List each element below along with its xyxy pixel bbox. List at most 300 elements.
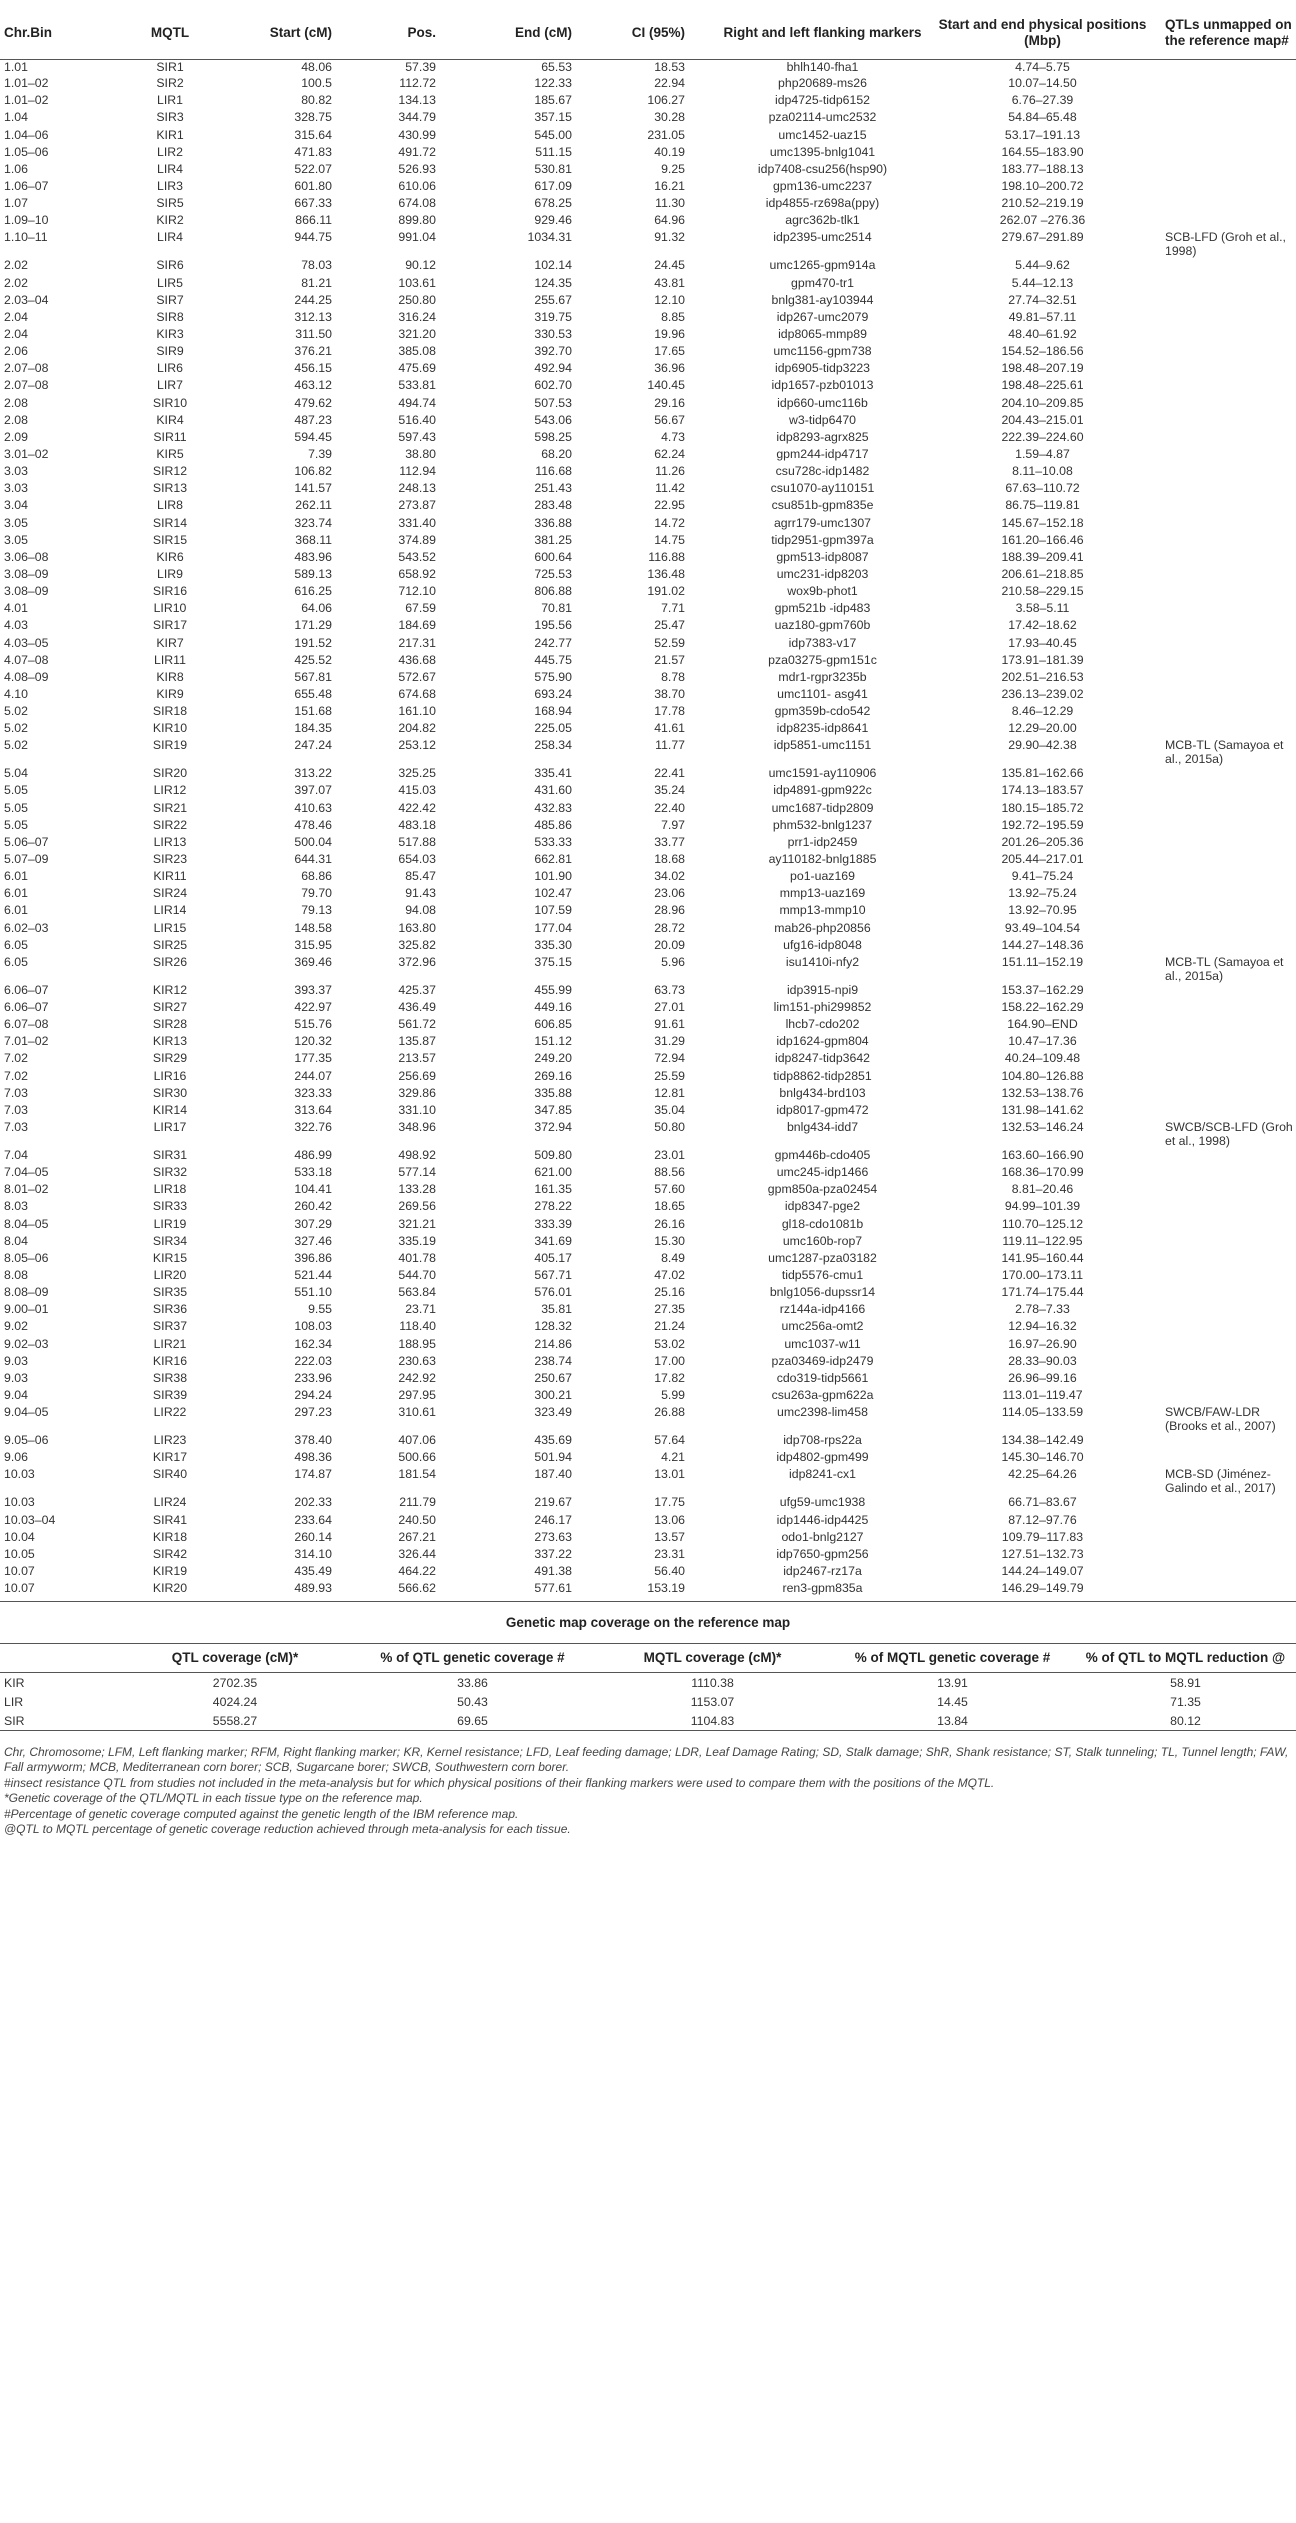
table-cell: 198.48–225.61 [1001, 378, 1084, 393]
table-cell: 246.17 [534, 1512, 572, 1527]
table-cell: 108.03 [294, 1319, 332, 1334]
table-cell: SIR35 [152, 1285, 188, 1300]
table-cell: 18.65 [654, 1199, 685, 1214]
table-cell: 24.45 [654, 258, 685, 273]
table-cell: 10.47–17.36 [1008, 1034, 1077, 1049]
table-cell: SIR22 [152, 817, 188, 832]
table-cell: SIR20 [152, 766, 188, 781]
table-row [0, 1319, 1296, 1336]
table-cell: 10.03 [4, 1495, 35, 1510]
table-row [0, 1120, 1296, 1148]
table-cell: 240.50 [398, 1512, 436, 1527]
table-cell: 644.31 [294, 852, 332, 867]
table-cell: idp4725-tidp6152 [774, 93, 871, 108]
table-cell: 575.90 [534, 669, 572, 684]
table-cell: SIR6 [156, 258, 184, 273]
table-row [0, 670, 1296, 687]
table-cell [1155, 533, 1296, 550]
table-cell: SIR14 [152, 515, 188, 530]
table-cell: SIR39 [152, 1387, 188, 1402]
table-cell: 184.69 [398, 618, 436, 633]
table-cell: 533.81 [398, 378, 436, 393]
table-cell: 471.83 [294, 144, 332, 159]
table-cell: 134.13 [398, 93, 436, 108]
table-cell: 7.39 [308, 446, 332, 461]
table-cell: 3.08–09 [4, 566, 49, 581]
table-cell: 267.21 [398, 1529, 436, 1544]
table-row [0, 145, 1296, 162]
table-cell: SIR29 [152, 1051, 188, 1066]
table-cell: 174.87 [294, 1467, 332, 1482]
table-cell: 9.02–03 [4, 1336, 49, 1351]
table-cell [1155, 196, 1296, 213]
table-cell: 6.05 [4, 954, 28, 969]
table-cell: 177.04 [534, 920, 572, 935]
table-cell: umc1101- asg41 [777, 686, 868, 701]
table-cell: pza03275-gpm151c [768, 652, 877, 667]
table-cell: 112.72 [399, 76, 436, 91]
table-cell: 436.68 [398, 652, 436, 667]
table-row [0, 801, 1296, 818]
table-cell: 153.19 [647, 1581, 685, 1596]
table-cell: 57.60 [654, 1182, 685, 1197]
footnote: *Genetic coverage of the QTL/MQTL in each tissue type on the reference map. [4, 1791, 423, 1806]
table-cell: 674.68 [398, 686, 436, 701]
table-cell: 3.05 [4, 515, 28, 530]
table-cell: 315.64 [294, 127, 332, 142]
coverage-body [0, 1673, 1296, 1731]
table-cell: 7.97 [661, 817, 685, 832]
table-cell: MCB-TL (Samayoa et al., 2015a) [1165, 954, 1284, 983]
table-cell: 78.03 [301, 258, 332, 273]
table-cell: SIR13 [152, 481, 188, 496]
table-cell [1155, 1148, 1296, 1165]
table-cell: 40.24–109.48 [1004, 1051, 1081, 1066]
table-cell: 425.37 [398, 982, 436, 997]
table-cell: 397.07 [294, 783, 332, 798]
table-cell [1155, 1000, 1296, 1017]
table-row [0, 1450, 1296, 1467]
table-cell: 205.44–217.01 [1001, 852, 1084, 867]
table-cell: 489.93 [294, 1581, 332, 1596]
table-cell [1155, 258, 1296, 275]
table-cell: 41.61 [654, 721, 685, 736]
table-cell [1155, 601, 1296, 618]
table-cell: 49.81–57.11 [1008, 309, 1077, 324]
table-cell: LIR12 [153, 783, 187, 798]
table-cell: 1.07 [4, 196, 28, 211]
table-cell: 1.04–06 [4, 127, 49, 142]
table-cell: LIR18 [153, 1182, 187, 1197]
table-cell: mdr1-rgpr3235b [778, 669, 867, 684]
table-row [0, 1405, 1296, 1433]
table-cell: LIR3 [157, 178, 183, 193]
table-cell: 517.88 [398, 834, 436, 849]
table-cell: SIR9 [156, 344, 184, 359]
table-cell: KIR3 [156, 326, 184, 341]
table-cell: 161.20–166.46 [1001, 532, 1084, 547]
table-cell: 35.24 [654, 783, 685, 798]
coverage-cell: LIR [4, 1694, 24, 1709]
table-cell: 991.04 [398, 230, 436, 245]
table-cell: 168.36–170.99 [1001, 1165, 1084, 1180]
table-cell: LIR16 [153, 1068, 187, 1083]
table-cell: 5.99 [661, 1387, 685, 1402]
table-cell: 42.25–64.26 [1008, 1467, 1077, 1482]
column-header: Pos. [407, 25, 436, 41]
table-cell: 712.10 [398, 584, 436, 599]
table-cell: 621.00 [534, 1165, 572, 1180]
table-cell: 191.52 [294, 635, 332, 650]
coverage-column-header: % of QTL to MQTL reduction @ [1085, 1650, 1286, 1665]
table-cell [1155, 213, 1296, 230]
table-cell: 5.96 [661, 954, 685, 969]
table-cell: 1.01–02 [4, 76, 49, 91]
table-cell [1155, 766, 1296, 783]
table-cell: 18.53 [654, 59, 685, 74]
table-row [0, 783, 1296, 800]
table-cell [1155, 430, 1296, 447]
table-row [0, 1251, 1296, 1268]
table-cell: 5.05 [4, 783, 28, 798]
table-cell: 7.02 [4, 1068, 28, 1083]
table-row [0, 1285, 1296, 1302]
table-cell [1155, 1069, 1296, 1086]
table-cell: SIR3 [156, 110, 184, 125]
table-row [0, 327, 1296, 344]
table-cell [1155, 886, 1296, 903]
table-cell: 29.90–42.38 [1008, 738, 1077, 753]
table-cell: 4.10 [4, 686, 28, 701]
table-cell: 53.17–191.13 [1004, 127, 1081, 142]
table-cell: 314.10 [294, 1546, 332, 1561]
table-cell: 93.49–104.54 [1004, 920, 1081, 935]
table-row [0, 738, 1296, 766]
table-cell: 132.53–138.76 [1001, 1085, 1084, 1100]
table-cell: SIR33 [152, 1199, 188, 1214]
table-cell: 21.57 [654, 652, 685, 667]
table-cell: idp7408-csu256(hsp90) [757, 161, 888, 176]
table-cell: 251.43 [534, 481, 572, 496]
table-cell: idp7383-v17 [788, 635, 857, 650]
table-cell: 341.69 [534, 1233, 572, 1248]
table-row [0, 59, 1296, 76]
table-cell: 478.46 [294, 817, 332, 832]
table-cell: 6.02–03 [4, 920, 49, 935]
coverage-cell: 50.43 [457, 1694, 488, 1709]
table-cell: 435.69 [534, 1433, 572, 1448]
table-cell: SIR42 [152, 1546, 188, 1561]
table-cell: 29.16 [654, 395, 685, 410]
table-cell: LIR10 [153, 601, 187, 616]
table-cell: 3.06–08 [4, 549, 49, 564]
table-cell: 225.05 [534, 721, 572, 736]
table-cell: SIR11 [153, 429, 187, 444]
table-cell: 1.06–07 [4, 178, 49, 193]
coverage-cell: 13.91 [937, 1675, 968, 1690]
table-cell: 4.03–05 [4, 635, 49, 650]
table-cell: 9.03 [4, 1370, 28, 1385]
table-cell: SIR27 [152, 1000, 188, 1015]
table-row [0, 464, 1296, 481]
table-cell [1155, 550, 1296, 567]
table-cell: 610.06 [398, 178, 436, 193]
table-cell: 348.96 [398, 1120, 436, 1135]
table-cell: 487.23 [294, 412, 332, 427]
table-row [0, 704, 1296, 721]
table-cell: 43.81 [654, 275, 685, 290]
table-cell [1155, 1547, 1296, 1564]
table-cell: 8.78 [661, 669, 685, 684]
table-cell: 567.71 [534, 1268, 572, 1282]
table-cell: 333.39 [534, 1216, 572, 1231]
table-cell: 23.71 [405, 1302, 436, 1317]
table-cell: KIR1 [156, 127, 184, 142]
table-cell: idp8235-idp8641 [776, 721, 869, 736]
table-cell: 8.85 [661, 309, 685, 324]
table-row [0, 1017, 1296, 1034]
table-cell: 515.76 [294, 1017, 332, 1032]
table-cell: 313.64 [294, 1102, 332, 1117]
table-cell: 3.05 [4, 532, 28, 547]
coverage-row [0, 1673, 1296, 1693]
table-row [0, 1388, 1296, 1405]
table-cell: 8.08–09 [4, 1285, 49, 1300]
table-cell: tidp5576-cmu1 [781, 1268, 864, 1282]
table-cell: 88.56 [654, 1165, 685, 1180]
column-header: Right and left flanking markers [723, 25, 922, 41]
table-cell: umc245-idp1466 [776, 1165, 869, 1180]
table-cell [1155, 1051, 1296, 1068]
table-cell: 87.12–97.76 [1008, 1512, 1077, 1527]
table-cell: 8.04–05 [4, 1216, 49, 1231]
table-cell: SIR21 [152, 800, 188, 815]
table-cell: KIR10 [152, 721, 188, 736]
table-cell: idp708-rps22a [783, 1433, 862, 1448]
table-cell: 491.72 [398, 144, 436, 159]
table-cell: 1.59–4.87 [1015, 446, 1070, 461]
table-cell: 2.07–08 [4, 378, 49, 393]
table-cell: SIR38 [152, 1370, 188, 1385]
table-cell [1155, 327, 1296, 344]
table-cell: 64.06 [301, 601, 332, 616]
table-cell: 102.47 [534, 886, 572, 901]
table-cell: 48.06 [301, 59, 332, 74]
table-cell: SIR8 [156, 309, 184, 324]
table-cell: 13.01 [654, 1467, 685, 1482]
table-cell: MCB-SD (Jiménez-Galindo et al., 2017) [1165, 1467, 1276, 1496]
table-cell: 17.65 [654, 344, 685, 359]
table-cell: 1.06 [4, 161, 28, 176]
table-cell: 9.05–06 [4, 1433, 49, 1448]
table-row [0, 230, 1296, 258]
table-cell [1155, 1182, 1296, 1199]
table-row [0, 618, 1296, 635]
table-cell: 260.42 [294, 1199, 332, 1214]
table-cell: 572.67 [398, 669, 436, 684]
table-cell: csu851b-gpm835e [771, 498, 874, 513]
table-cell [1155, 145, 1296, 162]
table-row [0, 498, 1296, 515]
table-cell: 10.07 [4, 1581, 35, 1596]
table-row [0, 1581, 1296, 1601]
table-row [0, 601, 1296, 618]
table-cell [1155, 1495, 1296, 1512]
table-cell [1155, 704, 1296, 721]
table-cell: 11.77 [655, 738, 685, 753]
table-cell [1155, 1034, 1296, 1051]
table-cell: 1.10–11 [4, 230, 48, 245]
table-cell: 120.32 [294, 1034, 332, 1049]
table-row [0, 76, 1296, 93]
table-cell: 135.81–162.66 [1001, 766, 1084, 781]
table-cell: 522.07 [294, 161, 332, 176]
table-cell: 70.81 [541, 601, 572, 616]
table-cell: 153.37–162.29 [1001, 982, 1084, 997]
table-cell: 28.96 [654, 903, 685, 918]
footnote: @QTL to MQTL percentage of genetic coverage reduction achieved through meta-analysis for each tissue. [4, 1822, 571, 1837]
table-cell: SWCB/SCB-LFD (Groh et al., 1998) [1165, 1120, 1293, 1149]
table-cell: umc1591-ay110906 [768, 766, 877, 781]
table-cell: 337.22 [534, 1546, 572, 1561]
table-cell: 23.31 [654, 1546, 685, 1561]
table-cell: 133.28 [398, 1182, 436, 1197]
table-cell: 258.34 [534, 738, 572, 753]
table-cell: 79.13 [301, 903, 332, 918]
table-row [0, 550, 1296, 567]
table-cell: 20.09 [654, 937, 685, 952]
table-cell: idp4802-gpm499 [776, 1450, 869, 1465]
table-cell: KIR17 [152, 1450, 188, 1465]
table-cell: 104.80–126.88 [1001, 1068, 1084, 1083]
table-cell: 91.32 [654, 230, 685, 245]
table-cell: wox9b-phot1 [787, 584, 858, 599]
table-cell: 34.02 [654, 869, 685, 884]
table-cell: 25.59 [654, 1068, 685, 1083]
table-cell: 563.84 [398, 1285, 436, 1300]
table-cell: 436.49 [398, 1000, 436, 1015]
table-cell: 201.26–205.36 [1001, 834, 1084, 849]
coverage-row [0, 1692, 1296, 1711]
table-cell: 321.20 [398, 326, 436, 341]
table-cell: 181.54 [398, 1467, 436, 1482]
table-cell: 464.22 [398, 1563, 436, 1578]
table-cell: 12.10 [654, 292, 685, 307]
coverage-cell: 14.45 [937, 1694, 968, 1709]
table-cell: 30.28 [654, 110, 685, 125]
table-cell: 217.31 [398, 635, 436, 650]
table-row [0, 687, 1296, 704]
table-cell: 91.61 [654, 1017, 685, 1032]
table-cell: 463.12 [294, 378, 332, 393]
table-cell: 319.75 [534, 309, 572, 324]
table-cell: 17.82 [654, 1370, 685, 1385]
table-cell: 401.78 [398, 1250, 436, 1265]
table-row [0, 1467, 1296, 1495]
table-cell: 128.32 [534, 1319, 572, 1334]
table-cell: 4.74–5.75 [1015, 59, 1070, 74]
table-cell: 27.35 [654, 1302, 685, 1317]
table-cell: 866.11 [295, 213, 332, 228]
table-cell: 162.34 [294, 1336, 332, 1351]
table-cell: 141.57 [294, 481, 332, 496]
table-cell [1155, 1217, 1296, 1234]
table-cell: 335.41 [534, 766, 572, 781]
table-cell [1155, 1302, 1296, 1319]
table-cell: 106.82 [294, 464, 332, 479]
table-cell: 134.38–142.49 [1001, 1433, 1084, 1448]
table-cell: 236.13–239.02 [1001, 686, 1084, 701]
table-row [0, 1371, 1296, 1388]
table-cell: 2.04 [4, 326, 28, 341]
table-cell [1155, 1103, 1296, 1120]
table-cell [1155, 1017, 1296, 1034]
table-row [0, 636, 1296, 653]
table-cell: 3.58–5.11 [1015, 601, 1070, 616]
coverage-cell: 4024.24 [212, 1694, 258, 1709]
table-cell: 10.07–14.50 [1008, 76, 1077, 91]
table-cell: 35.81 [541, 1302, 572, 1317]
table-cell [1155, 670, 1296, 687]
table-cell: SIR26 [152, 954, 188, 969]
table-row [0, 818, 1296, 835]
table-cell: 475.69 [398, 361, 436, 376]
table-cell: 17.75 [654, 1495, 685, 1510]
table-cell: 328.75 [294, 110, 332, 125]
table-cell: 255.67 [534, 292, 572, 307]
table-cell: 202.33 [294, 1495, 332, 1510]
table-cell [1155, 1450, 1296, 1467]
table-cell: 184.35 [294, 721, 332, 736]
table-cell: 331.40 [398, 515, 436, 530]
table-cell [1155, 1268, 1296, 1285]
table-cell: 2.78–7.33 [1015, 1302, 1070, 1317]
table-cell [1155, 1530, 1296, 1547]
table-row [0, 344, 1296, 361]
table-row [0, 430, 1296, 447]
table-cell: 23.06 [654, 886, 685, 901]
table-row [0, 1337, 1296, 1354]
table-cell: 13.92–75.24 [1008, 886, 1077, 901]
table-cell: gpm244-idp4717 [776, 446, 869, 461]
table-cell: 7.03 [4, 1102, 28, 1117]
table-cell: 500.66 [398, 1450, 436, 1465]
table-row [0, 413, 1296, 430]
table-row [0, 378, 1296, 395]
table-cell: SIR34 [152, 1233, 188, 1248]
table-cell [1155, 1388, 1296, 1405]
table-cell: 6.76–27.39 [1011, 93, 1074, 108]
table-cell: 19.96 [654, 326, 685, 341]
table-cell [1155, 983, 1296, 1000]
table-row [0, 162, 1296, 179]
coverage-column-header [0, 1644, 120, 1673]
table-cell: umc231-idp8203 [776, 566, 869, 581]
table-cell: 27.74–32.51 [1008, 292, 1077, 307]
table-cell: 17.42–18.62 [1008, 618, 1077, 633]
table-cell: 10.07 [4, 1563, 35, 1578]
table-cell: 368.11 [295, 532, 332, 547]
table-cell [1155, 869, 1296, 886]
table-cell: 22.94 [654, 76, 685, 91]
table-cell: umc1287-pza03182 [768, 1250, 877, 1265]
table-cell [1155, 361, 1296, 378]
coverage-cell: 80.12 [1170, 1713, 1201, 1728]
table-row [0, 921, 1296, 938]
table-cell: KIR8 [156, 669, 184, 684]
table-cell: 316.24 [398, 309, 436, 324]
table-cell: 2.08 [4, 412, 28, 427]
